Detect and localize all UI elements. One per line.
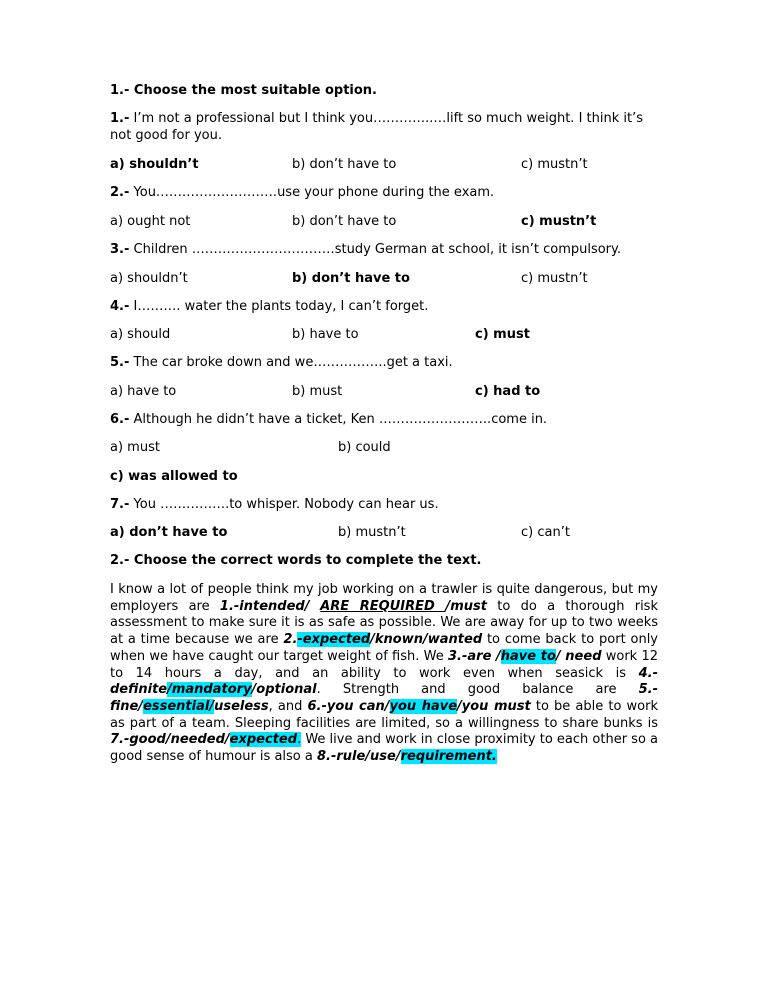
question-6: 6.- Although he didn’t have a ticket, Ken ……………………..come in.	[110, 412, 548, 427]
section1-title: 1.- Choose the most suitable option.	[110, 83, 377, 98]
question-7: 7.- You …………….to whisper. Nobody can hear us.	[110, 497, 439, 512]
q6-option-a: a) must	[110, 440, 160, 455]
question-1-cont: not good for you.	[110, 128, 222, 143]
q2-option-c: c) mustn’t	[521, 214, 597, 229]
q3-option-c: c) mustn’t	[521, 271, 588, 286]
q4-option-a: a) should	[110, 327, 171, 342]
q1-option-a: a) shouldn’t	[110, 157, 199, 172]
q5-option-c: c) had to	[475, 384, 541, 399]
q2-option-a: a) ought not	[110, 214, 191, 229]
question-2: 2.- You……………………….use your phone during the exam.	[110, 185, 495, 200]
question-5: 5.- The car broke down and we……………..get a taxi.	[110, 355, 453, 370]
q1-option-c: c) mustn’t	[521, 157, 588, 172]
cloze-paragraph: I know a lot of people think my job working on a trawler is quite dangerous, but my employers are 1.-intended/ ARE REQUIRED /must to do a thorough risk assessment to make sure it is as safe as possible. We are away for up to two weeks at a time because we are 2.-expected/known/wanted to come back to port only when we have caught our target weight of fish. We 3.-are /have to/ need work 12 to 14 hours a day, and an ability to work even when seasick is 4.-definite/mandatory/optional. Strength and good balance are 5.-fine/essential/useless, and 6.-you can/you have/you must to be able to work as part of a team. Sleeping facilities are limited, so a willingness to share bunks is 7.-good/needed/expected. We live and work in close proximity to each other so a good sense of humour is also a 8.-rule/use/requirement.	[110, 582, 659, 765]
q7-option-c: c) can’t	[521, 525, 570, 540]
q2-option-b: b) don’t have to	[292, 214, 397, 229]
q4-option-b: b) have to	[292, 327, 359, 342]
q3-option-b: b) don’t have to	[292, 271, 410, 286]
q3-option-a: a) shouldn’t	[110, 271, 188, 286]
question-1: 1.- I’m not a professional but I think you…………..…lift so much weight. I think it’s	[110, 111, 643, 126]
section2-title: 2.- Choose the correct words to complete the text.	[110, 553, 482, 568]
q1-option-b: b) don’t have to	[292, 157, 397, 172]
q5-option-b: b) must	[292, 384, 343, 399]
question-3: 3.- Children ……………………………study German at school, it isn’t compulsory.	[110, 242, 621, 257]
q6-option-b: b) could	[338, 440, 391, 455]
question-4: 4.- I………. water the plants today, I can’t forget.	[110, 299, 429, 314]
q6-option-c: c) was allowed to	[110, 469, 238, 484]
q4-option-c: c) must	[475, 327, 530, 342]
q7-option-b: b) mustn’t	[338, 525, 406, 540]
q7-option-a: a) don’t have to	[110, 525, 228, 540]
q5-option-a: a) have to	[110, 384, 177, 399]
